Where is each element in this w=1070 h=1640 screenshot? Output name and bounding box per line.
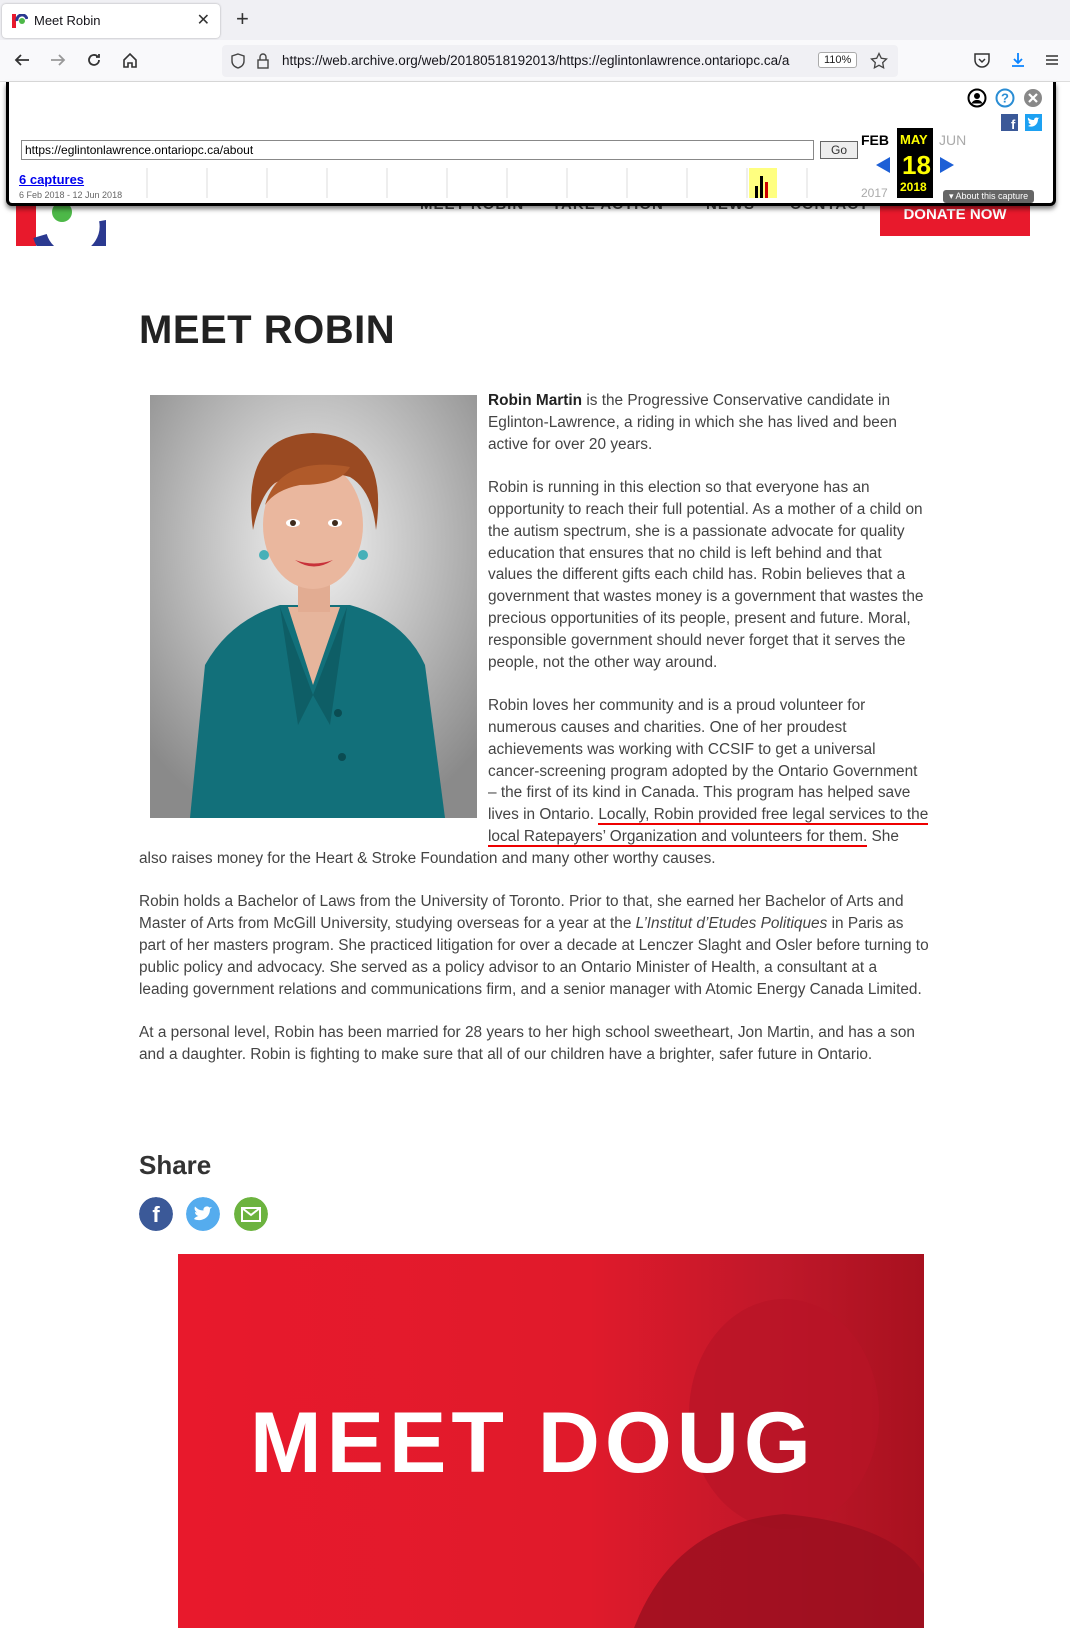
capture-range: 6 Feb 2018 - 12 Jun 2018 <box>19 190 123 200</box>
bio-p3-text-b: She also raises money for the Heart & Stroke Foundation and many other worthy causes. <box>139 827 899 867</box>
bio-p4-text-b: in Paris as part of her masters program. She practiced litigation for over a decade at Lenczer Slaght and Osler before turning to public policy and advocacy. She served as a policy advisor to an Ontario Minister of Health, a consultant at a leading government relations and communications firm, and a senior manager with Atomic Energy Canada Limited. <box>139 915 929 998</box>
reload-icon[interactable] <box>82 48 106 72</box>
svg-text:?: ? <box>1001 90 1009 106</box>
navigation-bar <box>0 40 1070 82</box>
forward-icon[interactable] <box>46 48 70 72</box>
close-icon[interactable] <box>1023 88 1043 108</box>
wayback-toolbar <box>6 82 1056 206</box>
current-date-box <box>897 128 933 198</box>
facebook-share-icon[interactable] <box>1001 114 1018 131</box>
donate-button[interactable]: DONATE NOW <box>880 190 1030 236</box>
share-facebook-button[interactable] <box>139 1197 173 1231</box>
help-icon[interactable] <box>995 88 1015 108</box>
tab-close-icon[interactable]: ✕ <box>196 12 210 29</box>
cur-day: 18 <box>902 150 931 180</box>
twitter-share-icon[interactable] <box>1025 114 1042 131</box>
wayback-url-input[interactable] <box>21 140 814 160</box>
prev-year[interactable]: 2017 <box>861 186 888 200</box>
bio-p3-text-a: Robin loves her community and is a proud volunteer for numerous causes and charities. One of her proudest achievements was working with CCSIF to get a universal cancer-screening program adopted by the Ontario Government – the first of its kind in Canada. This program has helped save lives in Ontario. <box>488 697 918 824</box>
bio-paragraph-5: At a personal level, Robin has been married for 28 years to her high school sweetheart, Jon Martin, and has a son and a daughter. Robin is fighting to make sure that all of our children have a brighter, safer future in Ontario. <box>139 1024 915 1063</box>
shield-icon[interactable] <box>230 53 246 69</box>
home-icon[interactable] <box>118 48 142 72</box>
bio-p4-text-a: Robin holds a Bachelor of Laws from the University of Toronto. Prior to that, she earned her Bachelor of Arts and Master of Arts from McGill University, studying overseas for a year at the <box>139 893 904 933</box>
svg-text:f: f <box>152 1202 160 1227</box>
next-capture-arrow-icon[interactable] <box>939 156 955 174</box>
lock-icon[interactable] <box>256 53 270 69</box>
next-month[interactable]: JUN <box>939 132 967 148</box>
bio-paragraph-4 <box>139 891 929 1000</box>
share-email-button[interactable] <box>234 1197 268 1231</box>
captures-link[interactable]: 6 captures <box>19 172 85 187</box>
share-heading: Share <box>139 1150 212 1180</box>
url-text[interactable]: https://web.archive.org/web/20180518192013/https://eglintonlawrence.ontariopc.ca/a <box>282 53 790 68</box>
bio-text <box>139 390 929 1088</box>
bookmark-star-icon[interactable] <box>870 52 888 70</box>
site-favicon-icon <box>12 14 28 28</box>
banner-title: MEET DOUG <box>250 1395 816 1491</box>
underlined-sentence: Locally, Robin provided free legal services to the local Ratepayers’ Organization and volunteers for them. <box>488 806 929 845</box>
pocket-icon[interactable] <box>970 48 994 72</box>
bio-paragraph-2: Robin is running in this election so that everyone has an opportunity to reach their full potential. As a mother of a child on the autism spectrum, she is a passionate advocate for quality education that ensures that no child is left behind and that values the different gifts each child has. Robin believes that a government that wastes money is a government that wastes the precious opportunities of its people, present and future. Moral, responsible government should never forget that it serves the people, not the other way around. <box>488 479 924 671</box>
page-title: MEET ROBIN <box>139 308 396 352</box>
account-icon[interactable] <box>967 88 987 108</box>
cur-year: 2018 <box>900 180 927 194</box>
menu-icon[interactable] <box>1040 48 1064 72</box>
tab-bar <box>0 0 1070 40</box>
wayback-go-button[interactable]: Go <box>820 141 858 159</box>
candidate-name: Robin Martin <box>488 392 583 409</box>
cur-month: MAY <box>900 132 928 147</box>
prev-month[interactable]: FEB <box>861 132 889 148</box>
institute-name: L’Institut d’Etudes Politiques <box>635 915 828 933</box>
back-icon[interactable] <box>10 48 34 72</box>
url-bar[interactable] <box>222 45 898 77</box>
about-capture-link[interactable]: ▾ About this capture <box>943 190 1034 203</box>
download-icon[interactable] <box>1006 48 1030 72</box>
meet-doug-banner[interactable] <box>178 1254 924 1628</box>
new-tab-icon[interactable]: + <box>236 6 249 31</box>
share-twitter-button[interactable] <box>186 1197 220 1231</box>
capture-sparkline[interactable] <box>145 168 865 198</box>
tab-meet-robin[interactable] <box>2 4 220 38</box>
prev-capture-arrow-icon[interactable] <box>875 156 891 174</box>
tab-title: Meet Robin <box>34 13 101 28</box>
bio-p1-text: is the Progressive Conservative candidate in Eglinton-Lawrence, a riding in which she has lived and been active for over 20 years. <box>488 392 897 453</box>
svg-text:f: f <box>1011 117 1016 131</box>
zoom-level[interactable]: 110% <box>818 52 857 68</box>
photo-spacer <box>139 390 488 828</box>
